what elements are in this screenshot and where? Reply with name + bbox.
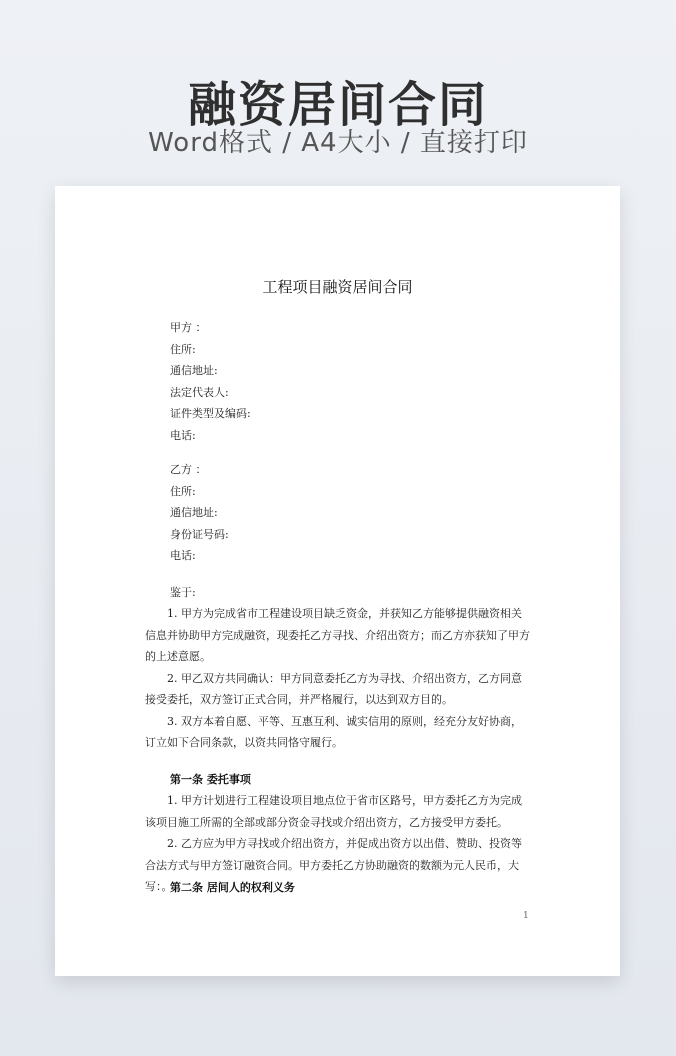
article-1-clause-1: 1. 甲方计划进行工程建设项目地点位于省市区路号，甲方委托乙方为完成该项目施工所需的全部或部分资金寻找或介绍出资方，乙方接受甲方委托。 [145, 794, 522, 829]
whereas-label: 鉴于: [170, 586, 196, 599]
document-page [55, 186, 620, 976]
party-a-mail-address: 通信地址: [170, 364, 218, 377]
article-2-heading: 第二条 居间人的权利义务 [170, 881, 295, 894]
party-b-mail-address: 通信地址: [170, 506, 218, 519]
article-1-heading: 第一条 委托事项 [170, 773, 251, 786]
party-b-phone: 电话: [170, 549, 196, 562]
party-a-block [170, 317, 251, 446]
page-number: 1 [523, 911, 529, 921]
whereas-label-block [170, 582, 196, 604]
party-a-legal-rep: 法定代表人: [170, 385, 229, 399]
whereas-clause-1: 1. 甲方为完成省市工程建设项目缺乏资金，并获知乙方能够提供融资相关信息并协助甲方完成融资，现委托乙方寻找、介绍出资方；而乙方亦获知了甲方的上述意愿。 [145, 607, 530, 663]
banner-subtitle: Word格式 / A4大小 / 直接打印 [148, 128, 528, 158]
whereas-clause-3: 3. 双方本着自愿、平等、互惠互利、诚实信用的原则，经充分友好协商，订立如下合同条款，以资共同恪守履行。 [145, 714, 522, 749]
party-b-block [170, 459, 229, 567]
party-b-name: 乙方 ： [170, 463, 207, 476]
party-b-id-number: 身份证号码: [170, 527, 229, 541]
whereas-clause-2: 2. 甲乙双方共同确认：甲方同意委托乙方为寻找、介绍出资方，乙方同意接受委托，双方签订正式合同，并严格履行，以达到双方目的。 [145, 671, 522, 706]
party-a-phone: 电话: [170, 428, 196, 442]
whereas-clauses [145, 603, 530, 754]
document-title: 工程项目融资居间合同 [262, 278, 413, 296]
party-a-name: 甲方 ： [170, 321, 207, 334]
banner-title: 融资居间合同 [187, 77, 488, 133]
article-1-clause-2: 2. 乙方应为甲方寻找或介绍出资方，并促成出资方以出借、赞助、投资等合法方式与甲方签订融资合同。甲方委托乙方协助融资的数额为元人民币，大写：。 [145, 837, 522, 893]
party-b-address: 住所: [170, 484, 196, 498]
party-a-id-info: 证件类型及编码: [170, 407, 251, 420]
party-a-address: 住所: [170, 342, 196, 356]
